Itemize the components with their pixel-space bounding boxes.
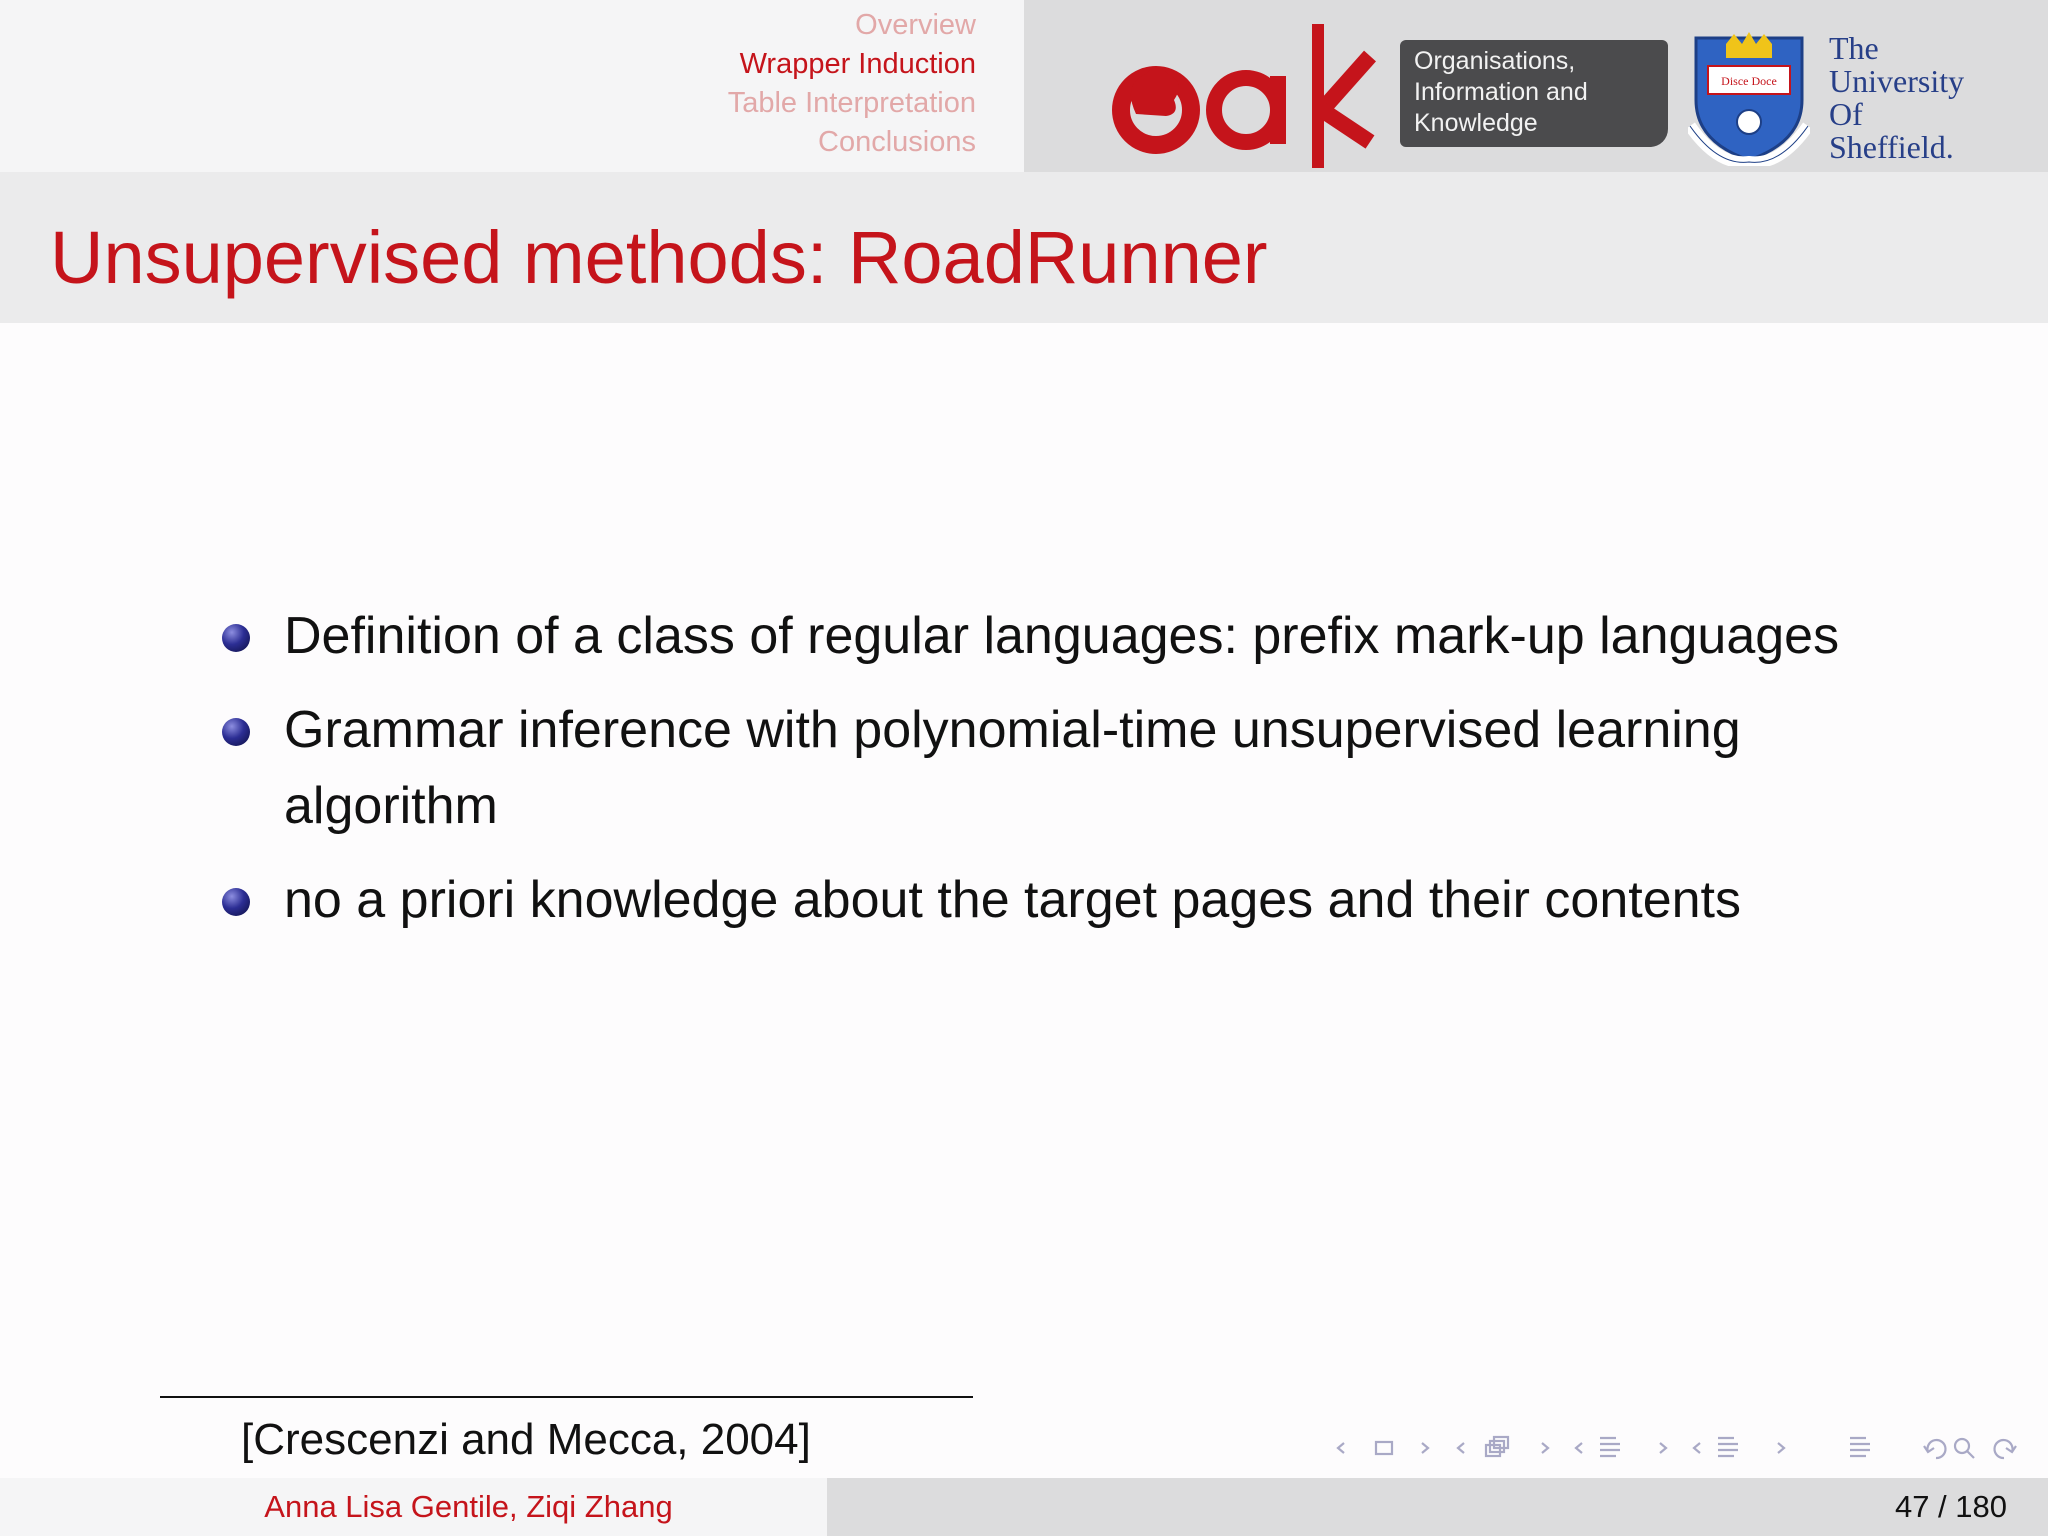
nav-frame-icon[interactable] xyxy=(1338,1442,1428,1454)
bullet-text: Definition of a class of regular languages: prefix mark-up languages xyxy=(284,607,1840,665)
nav-subsection-icon[interactable] xyxy=(1458,1437,1548,1456)
page-number: 47 / 180 xyxy=(1894,1489,2007,1524)
nav-section-overview[interactable]: Overview xyxy=(855,9,976,41)
bullet-item xyxy=(218,692,1858,844)
footer-authors: Anna Lisa Gentile, Ziqi Zhang xyxy=(264,1489,673,1524)
bullet-item xyxy=(218,862,1858,938)
oak-logo xyxy=(1108,18,1378,170)
university-name xyxy=(1829,32,1964,164)
crest-motto: Disce Doce xyxy=(1721,74,1777,88)
crest-rose xyxy=(1737,110,1761,134)
university-name-line: The xyxy=(1829,30,1879,66)
oak-logo-k-leg xyxy=(1322,110,1370,142)
oak-logo-a xyxy=(1214,78,1278,142)
university-name-line: Sheffield. xyxy=(1829,129,1954,165)
bullet-list xyxy=(218,598,1858,956)
nav-section-icon[interactable] xyxy=(1576,1438,1666,1456)
footer-page-bar xyxy=(827,1478,2048,1536)
oak-logo-a-stem xyxy=(1270,76,1286,144)
bullet-ball-icon xyxy=(222,888,250,916)
bullet-text: Grammar inference with polynomial-time unsupervised learning algorithm xyxy=(284,701,1741,835)
nav-appendix-icon[interactable] xyxy=(1850,1438,1870,1456)
oak-tagline-line: Organisations, xyxy=(1414,47,1576,75)
bullet-item xyxy=(218,598,1858,674)
bullet-ball-icon xyxy=(222,624,250,652)
nav-back-icon[interactable] xyxy=(1924,1440,1945,1458)
oak-logo-k-arm xyxy=(1322,56,1370,110)
university-name-line: University xyxy=(1829,63,1965,99)
university-crest xyxy=(1688,30,1810,166)
footnote-rule xyxy=(160,1396,973,1398)
nav-section-table-interpretation[interactable]: Table Interpretation xyxy=(727,87,976,119)
bullet-text: no a priori knowledge about the target pages and their contents xyxy=(284,871,1741,929)
nav-forward-icon[interactable] xyxy=(1995,1440,2016,1458)
oak-tagline-line: Information and xyxy=(1414,78,1588,106)
crest-crown xyxy=(1726,32,1772,58)
university-name-line: Of xyxy=(1829,96,1863,132)
slide-title: Unsupervised methods: RoadRunner xyxy=(50,216,1268,299)
oak-logo-k-stem xyxy=(1312,24,1324,168)
nav-presentation-icon[interactable] xyxy=(1694,1438,1784,1456)
bullet-ball-icon xyxy=(222,718,250,746)
oak-tagline-line: Knowledge xyxy=(1414,109,1538,137)
citation: [Crescenzi and Mecca, 2004] xyxy=(241,1415,811,1464)
nav-section-conclusions[interactable]: Conclusions xyxy=(818,126,976,158)
beamer-navigation-symbols xyxy=(1336,1430,2036,1470)
section-navigation xyxy=(728,6,976,162)
oak-tagline-box xyxy=(1400,40,1668,147)
footer-authors-bar xyxy=(0,1478,827,1536)
nav-section-wrapper-induction[interactable]: Wrapper Induction xyxy=(739,48,976,80)
nav-search-icon[interactable] xyxy=(1955,1439,1974,1458)
